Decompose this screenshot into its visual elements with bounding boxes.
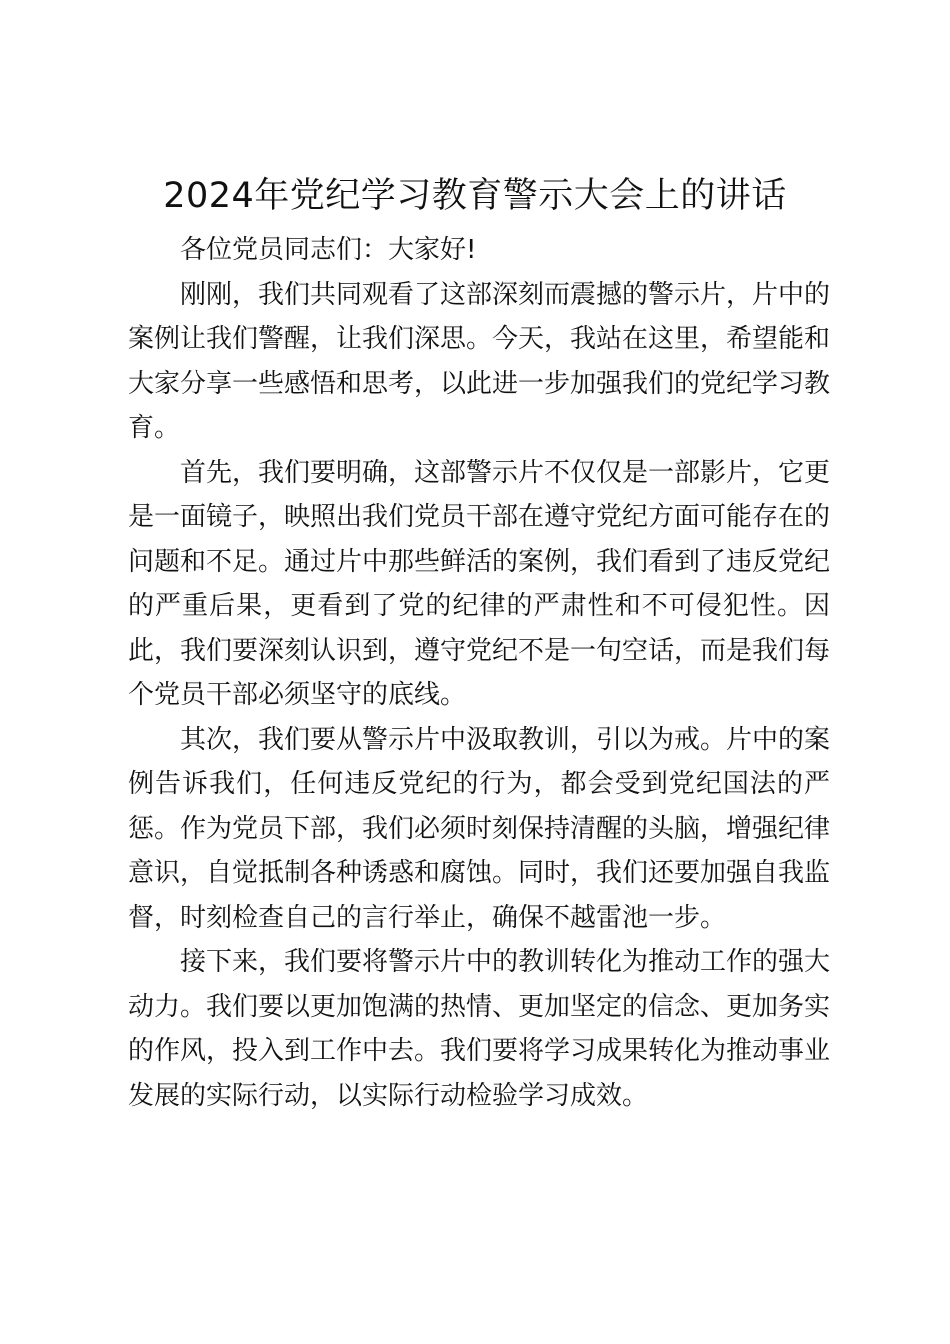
- document-body: [128, 228, 830, 1118]
- paragraph-second-point: 其次，我们要从警示片中汲取教训，引以为戒。片中的案例告诉我们，任何违反党纪的行为，都会受到党纪国法的严惩。作为党员下部，我们必须时刻保持清醒的头脑，增强纪律意识，自觉抵制各种诱惑和腐蚀。同时，我们还要加强自我监督，时刻检查自己的言行举止，确保不越雷池一步。: [128, 724, 831, 933]
- document-title: 2024年党纪学习教育警示大会上的讲话: [163, 176, 787, 216]
- paragraph-opening: 刚刚，我们共同观看了这部深刻而震撼的警示片，片中的案例让我们警醒，让我们深思。今天，我站在这里，希望能和大家分享一些感悟和思考，以此进一步加强我们的党纪学习教育。: [128, 279, 831, 443]
- paragraph-next-point: 接下来，我们要将警示片中的教训转化为推动工作的强大动力。我们要以更加饱满的热情、更加坚定的信念、更加务实的作风，投入到工作中去。我们要将学习成果转化为推动事业发展的实际行动，以实际行动检验学习成效。: [128, 947, 831, 1111]
- greeting-paragraph: 各位党员同志们：大家好!: [180, 235, 477, 265]
- paragraph-first-point: 首先，我们要明确，这部警示片不仅仅是一部影片，它更是一面镜子，映照出我们党员干部在遵守党纪方面可能存在的问题和不足。通过片中那些鲜活的案例，我们看到了违反党纪的严重后果，更看到了党的纪律的严肃性和不可侵犯性。因此，我们要深刻认识到，遵守党纪不是一句空话，而是我们每个党员干部必须坚守的底线。: [128, 457, 831, 710]
